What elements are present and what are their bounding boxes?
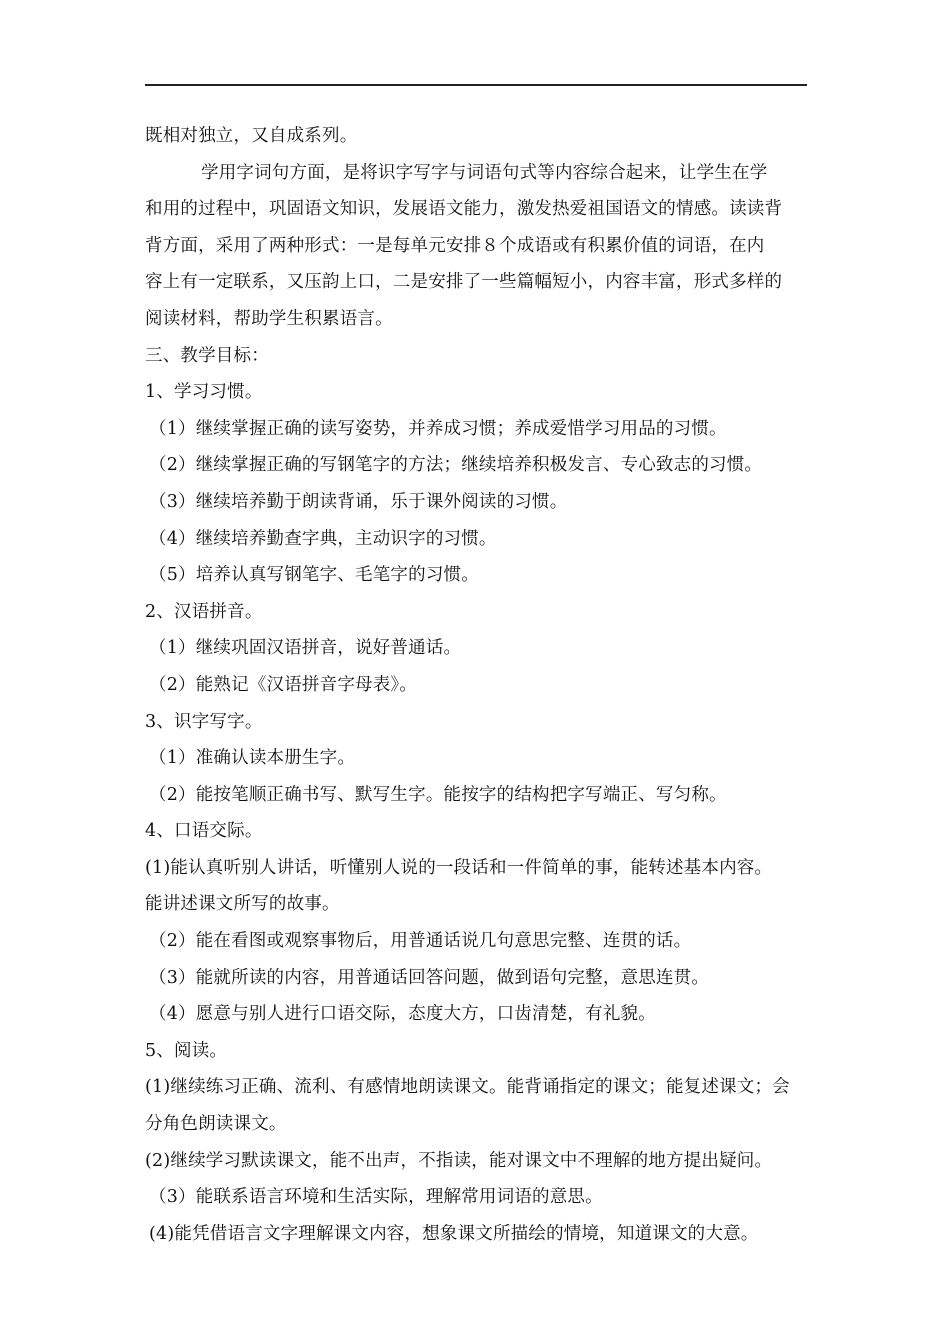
list-item: （2）能按笔顺正确书写、默写生字。能按字的结构把字写端正、写匀称。 (149, 784, 727, 805)
list-item: （4）继续培养勤查字典，主动识字的习惯。 (149, 528, 497, 549)
list-item: （4）愿意与别人进行口语交际，态度大方，口齿清楚，有礼貌。 (149, 1004, 656, 1025)
list-item: （1）继续巩固汉语拼音，说好普通话。 (149, 638, 462, 659)
subsection-heading: 2、汉语拼音。 (145, 601, 263, 622)
list-item: (1)继续练习正确、流利、有感情地朗读课文。能背诵指定的课文；能复述课文；会 (145, 1077, 790, 1098)
list-item: (1)能认真听别人讲话，听懂别人说的一段话和一件简单的事，能转述基本内容。 (145, 857, 773, 878)
list-item: （5）培养认真写钢笔字、毛笔字的习惯。 (149, 565, 479, 586)
paragraph-line: 阅读材料，帮助学生积累语言。 (145, 308, 393, 329)
section-heading: 三、教学目标： (145, 345, 269, 366)
list-item: （2）能在看图或观察事物后，用普通话说几句意思完整、连贯的话。 (149, 931, 692, 952)
list-item: (4)能凭借语言文字理解课文内容，想象课文所描绘的情境，知道课文的大意。 (149, 1223, 759, 1244)
subsection-heading: 4、口语交际。 (145, 821, 263, 842)
list-item: (2)继续学习默读课文，能不出声，不指读，能对课文中不理解的地方提出疑问。 (145, 1150, 773, 1171)
list-item: （2）继续掌握正确的写钢笔字的方法；继续培养积极发言、专心致志的习惯。 (149, 455, 763, 476)
list-item: （3）能联系语言环境和生活实际，理解常用词语的意思。 (149, 1187, 603, 1208)
paragraph-line: 背方面，采用了两种形式：一是每单元安排８个成语或有积累价值的词语，在内 (145, 235, 765, 256)
document-body (145, 118, 815, 1252)
list-item-continuation: 能讲述课文所写的故事。 (145, 894, 340, 915)
paragraph-line: 学用字词句方面，是将识字写字与词语句式等内容综合起来，让学生在学 (201, 162, 768, 183)
header-rule (145, 84, 807, 86)
list-item: （1）继续掌握正确的读写姿势，并养成习惯；养成爱惜学习用品的习惯。 (149, 418, 727, 439)
list-item: （2）能熟记《汉语拼音字母表》。 (149, 674, 418, 695)
list-item: （1）准确认读本册生字。 (149, 748, 356, 769)
paragraph-line: 和用的过程中，巩固语文知识，发展语文能力，激发热爱祖国语文的情感。读读背 (145, 199, 783, 220)
subsection-heading: 1、学习习惯。 (145, 382, 263, 403)
paragraph-line: 既相对独立，又自成系列。 (145, 126, 358, 146)
paragraph-line: 容上有一定联系，又压韵上口，二是安排了一些篇幅短小，内容丰富，形式多样的 (145, 272, 783, 293)
subsection-heading: 5、阅读。 (145, 1040, 228, 1061)
list-item: （3）能就所读的内容，用普通话回答问题，做到语句完整，意思连贯。 (149, 967, 710, 988)
subsection-heading: 3、识字写字。 (145, 711, 263, 732)
list-item-continuation: 分角色朗读课文。 (145, 1114, 287, 1135)
list-item: （3）继续培养勤于朗读背诵，乐于课外阅读的习惯。 (149, 491, 568, 512)
